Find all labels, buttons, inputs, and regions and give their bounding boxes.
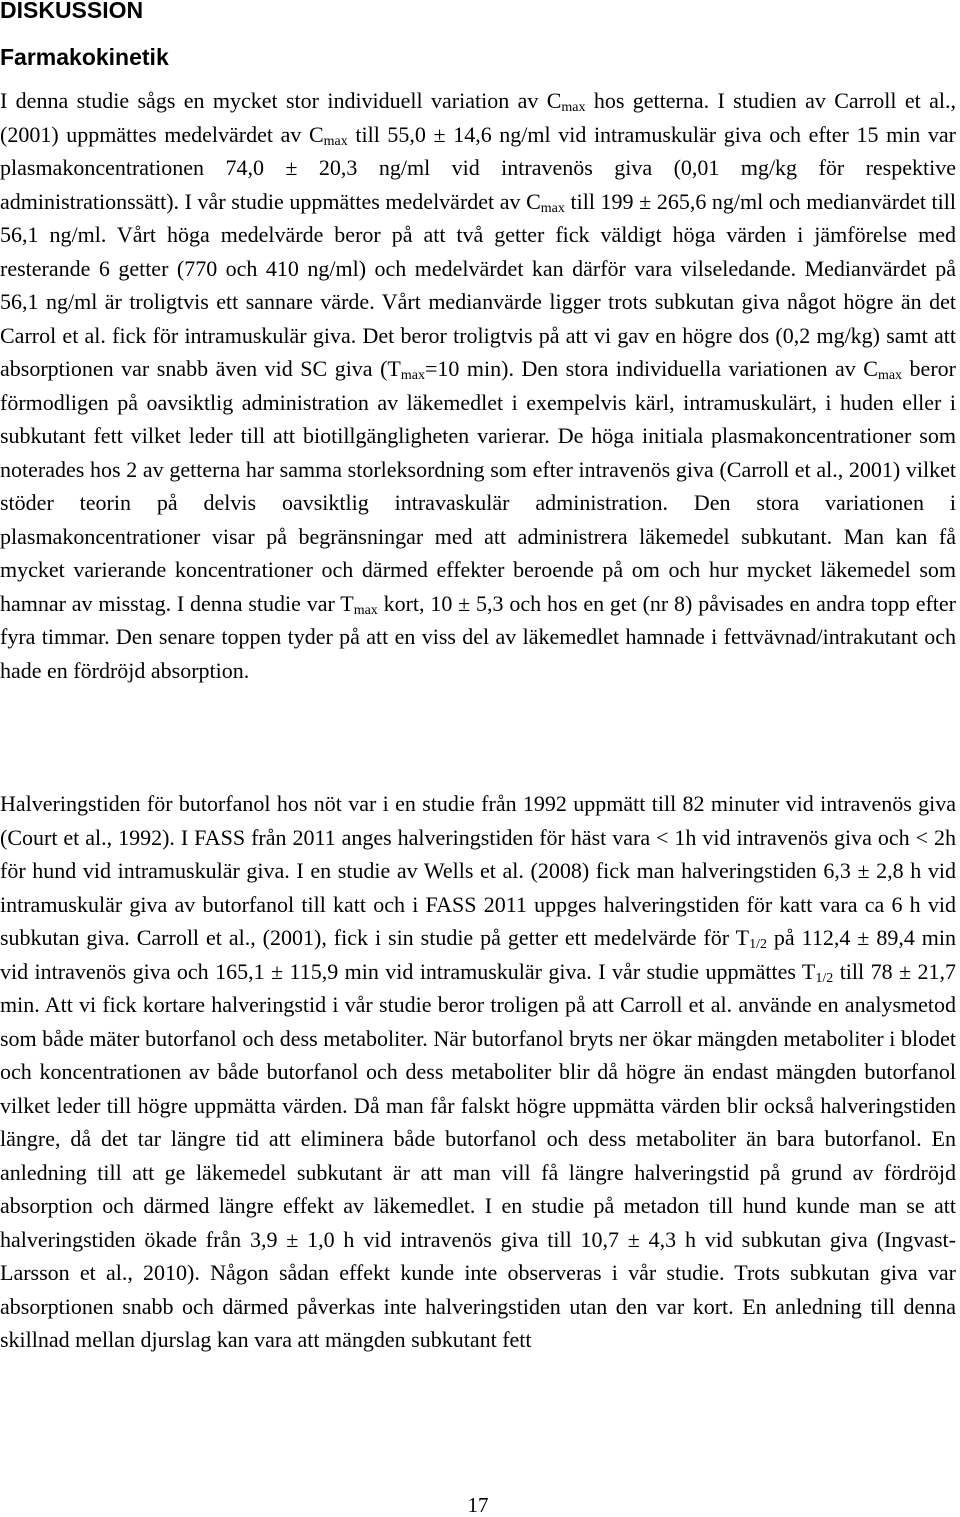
subscript-max: max	[540, 200, 565, 216]
subsection-heading: Farmakokinetik	[0, 44, 169, 70]
page-number: 17	[467, 1493, 489, 1517]
section-heading: DISKUSSION	[0, 0, 144, 23]
paragraph-text: kort, 10 ± 5,3 och hos en get (nr 8) påvisades en andra topp efter fyra timmar. Den senare toppen tyder på att en viss del av läkemedlet hamnade i fettvävnad/intrakutant och hade en fördröjd absorption.	[0, 590, 956, 683]
paragraph-text: till 55,0 ± 14,6 ng/ml vid intramuskulär giva och efter 15 min var plasmakoncentrationen 74,0 ± 20,3 ng/ml vid intravenös giva (0,01 mg/kg för respektive administrationssätt). I vår studie uppmättes medelvärdet av C	[0, 121, 956, 214]
paragraph-text: till 199 ± 265,6 ng/ml och medianvärdet till 56,1 ng/ml. Vårt höga medelvärde beror på att två getter fick väldigt höga värden i jämförelse med resterande 6 getter (770 och 410 ng/ml) och medelvärdet kan därför vara vilseledande. Medianvärdet på 56,1 ng/ml är troligtvis ett sannare värde. Vårt medianvärde ligger trots subkutan giva något högre än det Carrol et al. fick för intramuskulär giva. Det beror troligtvis på att vi gav en högre dos (0,2 mg/kg) samt att absorptionen var snabb även vid SC giva (T	[0, 188, 957, 381]
paragraph-text: hos getterna. I studien av Carroll et al.,(2001) uppmättes medelvärdet av C	[0, 88, 956, 147]
subscript-max: max	[400, 368, 425, 383]
paragraph-text: I denna studie sågs en mycket stor individuell variation av C	[0, 88, 562, 113]
paragraph-text: beror förmodligen på oavsiktlig administration av läkemedlet i exempelvis kärl, intramuskulärt, i huden eller i subkutant fett vilket leder till att biotillgängligheten varierar. De höga initiala plasmakoncentrationer som noterades hos 2 av getterna har samma storleksordning som efter intravenös giva (Carroll et al., 2001) vilket stöder teorin på delvis oavsiktlig intravaskulär administration. Den stora variationen i plasmakoncentrationer visar på begränsningar med att administrera läkemedel subkutant. Man kan få mycket varierande koncentrationer och därmed effekter beroende på om och hur mycket läkemedel som hamnar av misstag. I denna studie var T	[0, 356, 956, 616]
subscript-half: 1/2	[749, 937, 767, 952]
subscript-max: max	[561, 100, 586, 115]
paragraph-text: på 112,4 ± 89,4 min vid intravenös giva och 165,1 ± 115,9 min vid intramuskulär giva. I vår studie uppmättes T	[0, 925, 957, 984]
paragraph-text: =10 min). Den stora individuella variationen av C	[424, 356, 878, 381]
subscript-max: max	[323, 133, 348, 149]
subscript-max: max	[353, 602, 378, 618]
paragraph-half-life-discussion	[0, 787, 956, 1357]
paragraph-cmax-discussion	[0, 84, 956, 687]
subscript-half: 1/2	[815, 970, 834, 986]
paragraph-text: till 78 ± 21,7 min. Att vi fick kortare halveringstid i vår studie beror troligen på att Carroll et al. använde en analysmetod som både mäter butorfanol och dess metaboliter. När butorfanol bryts ner ökar mängden metaboliter i blodet och koncentrationen av både butorfanol och dess metaboliter blir då högre än endast mängden butorfanol vilket leder till högre uppmätta värden. Då man får falskt högre uppmätta värden blir också halveringstiden längre, då det tar längre tid att eliminera både butorfanol och dess metaboliter än bara butorfanol. En anledning till att ge läkemedel subkutant är att man vill få längre halveringstid på grund av fördröjd absorption och därmed längre effekt av läkemedlet. I en studie på metadon till hund kunde man se att halveringstiden ökade från 3,9 ± 1,0 h vid intravenös giva till 10,7 ± 4,3 h vid subkutan giva (Ingvast- Larsson et al., 2010). Någon sådan effekt kunde inte observeras i vår studie. Trots subkutan giva var absorptionen snabb och därmed påverkas inte halveringstiden utan den var kort. En anledning till denna skillnad mellan djurslag kan vara att mängden subkutant fett	[0, 958, 956, 1352]
subscript-max: max	[877, 368, 903, 383]
paragraph-text: Halveringstiden för butorfanol hos nöt var i en studie från 1992 uppmätt till 82 minuter vid intravenös giva (Court et al., 1992). I FASS från 2011 anges halveringstiden för häst vara < 1h vid intravenös giva och < 2h för hund vid intramuskulär giva. I en studie av Wells et al. (2008) fick man halveringstiden 6,3 ± 2,8 h vid intramuskulär giva av butorfanol till katt och i FASS 2011 uppges halveringstiden för katt vara ca 6 h vid subkutan giva. Carroll et al., (2001), fick i sin studie på getter ett medelvärde för T	[0, 791, 956, 950]
